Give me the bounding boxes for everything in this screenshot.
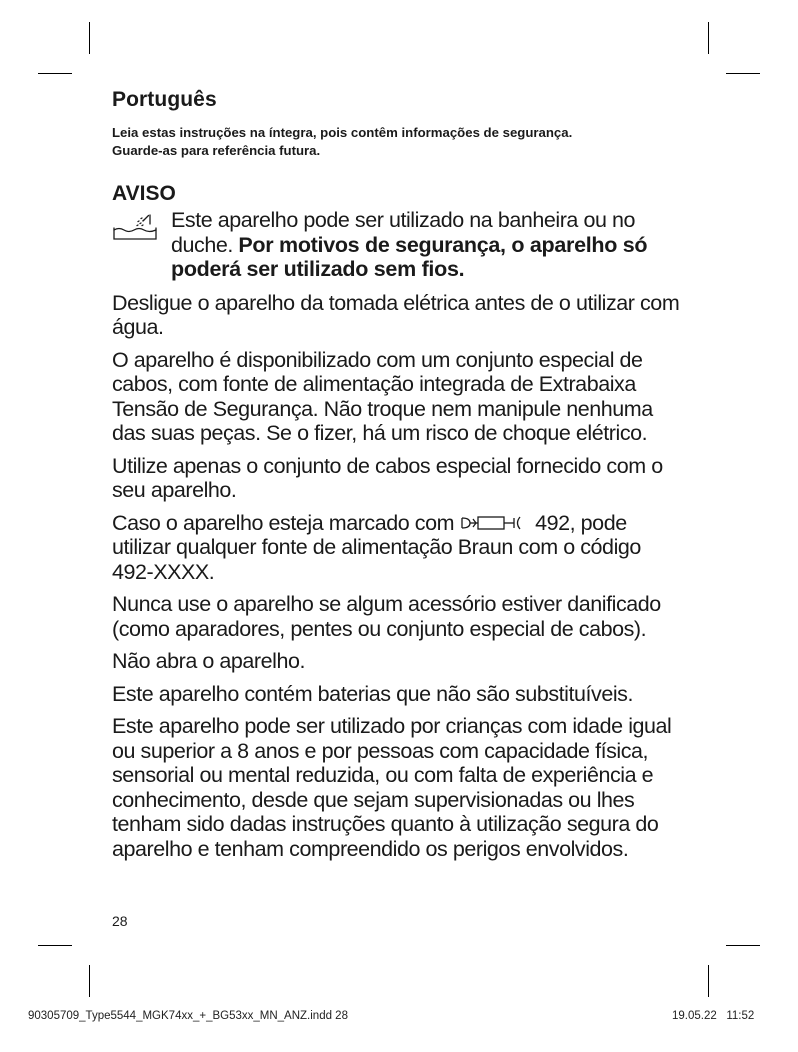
crop-mark-top-right-v — [708, 22, 709, 54]
paragraph-cable-set: O aparelho é disponibilizado com um conjunto especial de cabos, com fonte de alimentação integrada de Extrabaixa Tensão de Segurança. Não troque nem manipule nenhuma das suas peças. Se o fizer, há um risco de choque elétrico. — [112, 347, 653, 445]
crop-mark-bottom-left-v — [89, 965, 90, 997]
footer-file-info: 90305709_Type5544_MGK74xx_+_BG53xx_MN_ANZ.indd 28 — [28, 1010, 348, 1022]
paragraph-children-supervision: Este aparelho pode ser utilizado por crianças com idade igual ou superior a 8 anos e por pessoas com capacidade física, sensorial ou mental reduzida, ou com falta de experiência e conhecimento, desde que sejam supervisionadas ou lhes tenham sido dadas instruções quanto à utilização segura do aparelho e tenham compreendido os perigos envolvidos. — [112, 714, 672, 861]
crop-mark-top-left-h — [38, 73, 72, 74]
paragraph-unplug: Desligue o aparelho da tomada elétrica antes de o utilizar com água. — [112, 290, 680, 339]
intro-line-1: Leia estas instruções na íntegra, pois contêm informações de segurança. — [112, 125, 573, 140]
p4-after: 492, pode utilizar qualquer fonte de alimentação Braun com o código 492-XXXX. — [112, 510, 641, 584]
paragraph-batteries: Este aparelho contém baterias que não são substituíveis. — [112, 681, 633, 706]
bathtub-shower-icon — [112, 212, 158, 242]
crop-mark-bottom-right-h — [726, 945, 760, 946]
crop-mark-bottom-right-v — [708, 965, 709, 997]
p4-before: Caso o aparelho esteja marcado com — [112, 510, 455, 535]
bath-warning-block — [112, 208, 686, 282]
intro-line-2: Guarde-as para referência futura. — [112, 143, 321, 158]
language-heading: Português — [112, 88, 217, 111]
footer-timestamp — [672, 1010, 754, 1022]
warning-title: AVISO — [112, 182, 176, 205]
footer-date: 19.05.22 — [672, 1010, 717, 1022]
crop-mark-bottom-left-h — [38, 945, 72, 946]
intro-text — [112, 124, 686, 160]
paragraph-damaged-accessory: Nunca use o aparelho se algum acessório estiver danificado (como aparadores, pentes ou conjunto especial de cabos). — [112, 592, 661, 641]
bath-text: Este aparelho pode ser utilizado na banheira ou no duche. — [171, 208, 635, 257]
paragraph-power-supply-code — [112, 511, 686, 585]
paragraph-do-not-open: Não abra o aparelho. — [112, 649, 306, 673]
bath-warning-text — [171, 208, 686, 282]
crop-mark-top-left-v — [89, 22, 90, 54]
bath-bold-text: Por motivos de segurança, o aparelho só poderá ser utilizado sem fios. — [171, 232, 648, 281]
power-supply-plug-icon — [460, 515, 530, 531]
crop-mark-top-right-h — [726, 73, 760, 74]
page-number: 28 — [112, 913, 128, 929]
paragraph-use-supplied-cable: Utilize apenas o conjunto de cabos especial fornecido com o seu aparelho. — [112, 453, 663, 502]
footer-time: 11:52 — [726, 1010, 755, 1022]
manual-content — [112, 88, 686, 869]
